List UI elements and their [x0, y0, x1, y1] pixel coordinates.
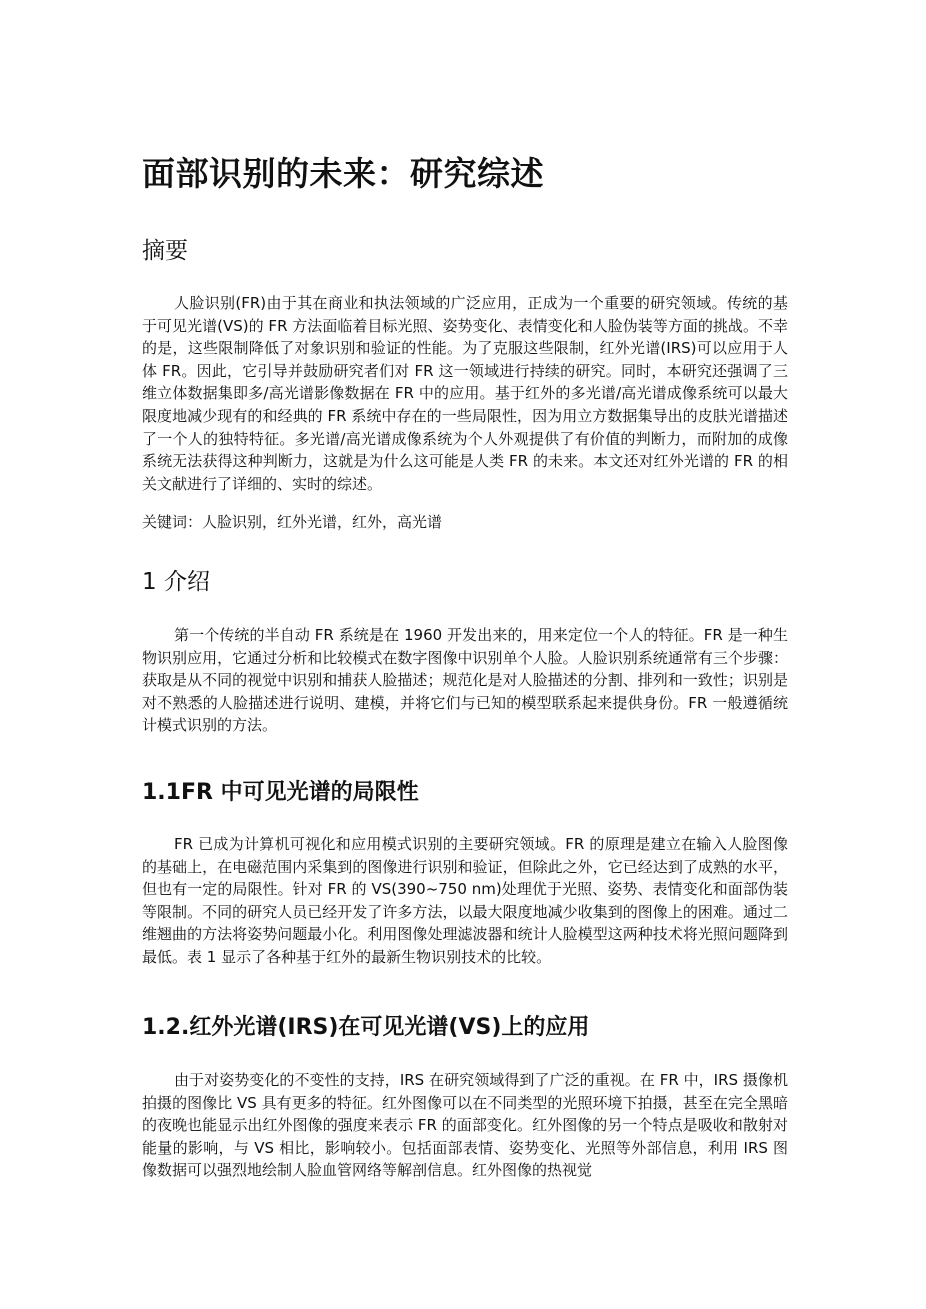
section-body-introduction: 第一个传统的半自动 FR 系统是在 1960 开发出来的，用来定位一个人的特征。FR 是一种生物识别应用，它通过分析和比较模式在数字图像中识别单个人脸。人脸识别系统通常有三个步骤：获取是从不同的视觉中识别和捕获人脸描述；规范化是对人脸描述的分割、排列和一致性；识别是对不熟悉的人脸描述进行说明、建模，并将它们与已知的模型联系起来提供身份。FR 一般遵循统计模式识别的方法。: [142, 626, 788, 735]
keywords-line: 关键词：人脸识别，红外光谱，红外，高光谱: [142, 513, 443, 531]
section-heading-introduction: 1 介绍: [142, 569, 210, 595]
abstract-body: 人脸识别(FR)由于其在商业和执法领域的广泛应用，正成为一个重要的研究领域。传统的基于可见光谱(VS)的 FR 方法面临着目标光照、姿势变化、表情变化和人脸伪装等方面的挑战。不幸的是，这些限制降低了对象识别和验证的性能。为了克服这些限制，红外光谱(IRS)可以应用于人体 FR。因此，它引导并鼓励研究者们对 FR 这一领域进行持续的研究。同时，本研究还强调了三维立体数据集即多/高光谱影像数据在 FR 中的应用。基于红外的多光谱/高光谱成像系统可以最大限度地减少现有的和经典的 FR 系统中存在的一些局限性，因为用立方数据集导出的皮肤光谱描述了一个人的独特特征。多光谱/高光谱成像系统为个人外观提供了有价值的判断力，而附加的成像系统无法获得这种判断力，这就是为什么这可能是人类 FR 的未来。本文还对红外光谱的 FR 的相关文献进行了详细的、实时的综述。: [142, 294, 788, 493]
document-title: 面部识别的未来：研究综述: [142, 154, 544, 193]
abstract-heading: 摘要: [142, 238, 188, 264]
section-heading-vs-limitations: 1.1FR 中可见光谱的局限性: [142, 780, 419, 805]
section-body-irs-application: 由于对姿势变化的不变性的支持，IRS 在研究领域得到了广泛的重视。在 FR 中，IRS 摄像机拍摄的图像比 VS 具有更多的特征。红外图像可以在不同类型的光照环境下拍摄，甚至在完全黑暗的夜晚也能显示出红外图像的强度来表示 FR 的面部变化。红外图像的另一个特点是吸收和散射对能量的影响，与 VS 相比，影响较小。包括面部表情、姿势变化、光照等外部信息，利用 IRS 图像数据可以强烈地绘制人脸血管网络等解剖信息。红外图像的热视觉: [142, 1071, 788, 1180]
section-heading-irs-application: 1.2.红外光谱(IRS)在可见光谱(VS)上的应用: [142, 1015, 590, 1040]
section-body-vs-limitations: FR 已成为计算机可视化和应用模式识别的主要研究领域。FR 的原理是建立在输入人脸图像的基础上，在电磁范围内采集到的图像进行识别和验证，但除此之外，它已经达到了成熟的水平，但也有一定的局限性。针对 FR 的 VS(390~750 nm)处理优于光照、姿势、表情变化和面部伪装等限制。不同的研究人员已经开发了许多方法，以最大限度地减少收集到的图像上的困难。通过二维翘曲的方法将姿势问题最小化。利用图像处理滤波器和统计人脸模型这两种技术将光照问题降到最低。表 1 显示了各种基于红外的最新生物识别技术的比较。: [142, 835, 788, 966]
